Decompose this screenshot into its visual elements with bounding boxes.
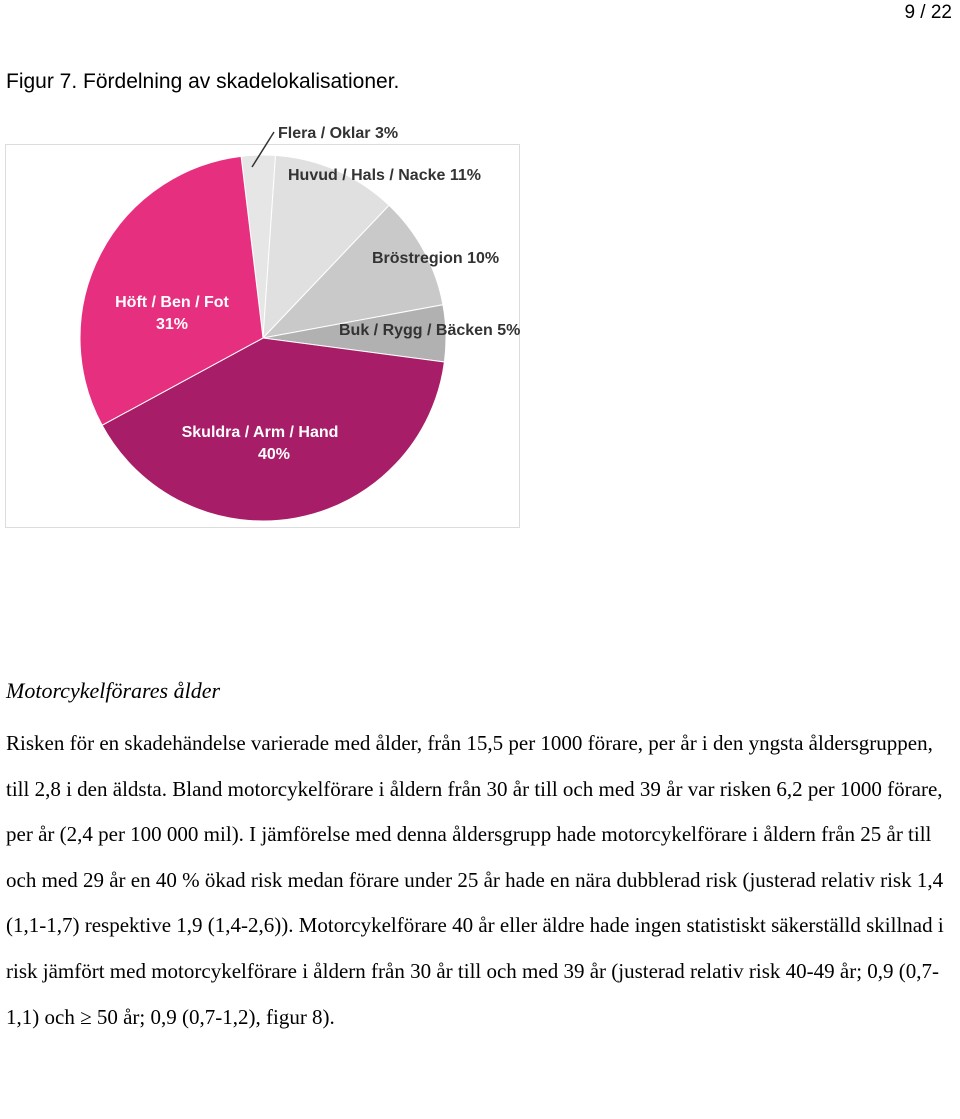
- page-number: 9 / 22: [904, 2, 952, 23]
- label-flera-oklar: Flera / Oklar 3%: [278, 125, 399, 142]
- body-paragraph: [6, 721, 954, 1040]
- label-skuldra-arm-hand: Skuldra / Arm / Hand: [181, 424, 339, 441]
- section-heading: Motorcykelförares ålder: [6, 678, 221, 703]
- geq-symbol: ≥: [80, 1004, 92, 1029]
- paragraph-text: Risken för en skadehändelse varierade med ålder, från 15,5 per 1000 förare, per år i den yngsta åldersgruppen, till 2,8 i den äldsta. Bland motorcykelförare i åldern från 30 år till och med 39 år var risken 6,2 per 1000 förare, per år (2,4 per 100 000 mil). I jämförelse med denna åldersgrupp hade motorcykelförare i åldern från 25 år till och med 29 år en 40 % ökad risk medan förare under 25 år hade en nära dubblerad risk (justerad relativ risk 1,4 (1,1-1,7) respektive 1,9 (1,4-2,6)). Motorcykelförare 40 år eller äldre hade ingen statistiskt säkerställd skillnad i risk jämfört med motorcykelförare i åldern från 30 år till och med 39 år (justerad relativ risk 40-49 år; 0,9 (0,7-1,1) och: [6, 731, 944, 1029]
- figure-caption: Figur 7. Fördelning av skadelokalisationer.: [6, 70, 400, 93]
- label-buk-rygg-backen: Buk / Rygg / Bäcken 5%: [339, 322, 521, 339]
- pie-chart: [6, 125, 566, 535]
- label-skuldra-arm-hand-value: 40%: [257, 446, 291, 463]
- label-hoft-ben-fot-value: 31%: [155, 316, 189, 333]
- label-brostregion: Bröstregion 10%: [372, 250, 500, 267]
- pie-chart-frame: [5, 125, 521, 528]
- paragraph-text-end: 50 år; 0,9 (0,7-1,2), figur 8).: [91, 1004, 335, 1029]
- label-huvud-hals-nacke: Huvud / Hals / Nacke 11%: [288, 167, 481, 184]
- label-hoft-ben-fot: Höft / Ben / Fot: [115, 294, 229, 311]
